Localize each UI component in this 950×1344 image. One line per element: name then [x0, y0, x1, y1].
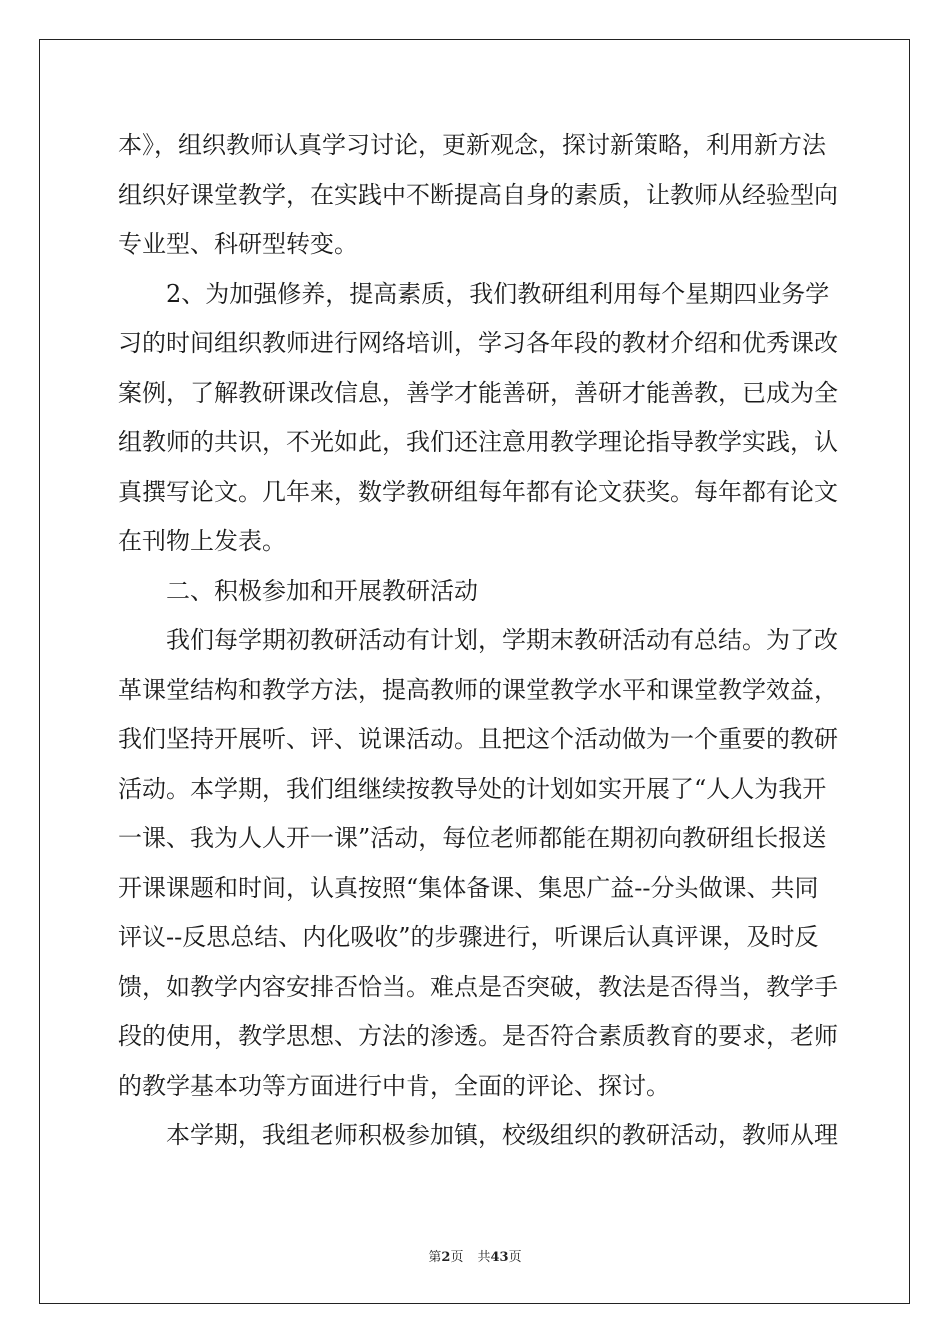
text-line: 评议--反思总结、内化吸收”的步骤进行，听课后认真评课，及时反	[118, 923, 819, 951]
text-line: 本》，组织教师认真学习讨论，更新观念，探讨新策略，利用新方法	[118, 131, 826, 159]
text-line: 一课、我为人人开一课”活动，每位老师都能在期初向教研组长报送	[118, 824, 827, 852]
text-line: 活动。本学期，我们组继续按教导处的计划如实开展了“人人为我开	[118, 774, 827, 803]
paragraph-start-line: 2、为加强修养，提高素质，我们教研组利用每个星期四业务学	[166, 279, 830, 308]
total-suffix: 页	[508, 1250, 522, 1265]
paragraph-start-line: 本学期，我组老师积极参加镇，校级组织的教研活动，教师从理	[166, 1121, 838, 1149]
text-line: 在刊物上发表。	[118, 527, 286, 555]
text-line: 组织好课堂教学，在实践中不断提高自身的素质，让教师从经验型向	[118, 180, 838, 209]
text-line: 案例，了解教研课改信息，善学才能善研，善研才能善教，已成为全	[118, 378, 838, 407]
document-body	[118, 121, 838, 1161]
text-line: 革课堂结构和教学方法，提高教师的课堂教学水平和课堂教学效益，	[118, 675, 838, 704]
text-line: 专业型、科研型转变。	[118, 230, 358, 258]
text-line: 习的时间组织教师进行网络培训，学习各年段的教材介绍和优秀课改	[118, 329, 838, 357]
text-line: 段的使用，教学思想、方法的渗透。是否符合素质教育的要求，老师	[118, 1022, 838, 1050]
text-line: 馈，如教学内容安排否恰当。难点是否突破，教法是否得当，教学手	[118, 972, 838, 1001]
text-line: 开课课题和时间，认真按照“集体备课、集思广益--分头做课、共同	[118, 873, 819, 902]
page-footer	[0, 1246, 950, 1265]
total-prefix: 共	[477, 1250, 491, 1265]
text-line: 的教学基本功等方面进行中肯，全面的评论、探讨。	[118, 1071, 670, 1100]
page-number: 2	[441, 1250, 451, 1265]
page-suffix: 页	[450, 1250, 464, 1265]
section-heading: 二、积极参加和开展教研活动	[166, 576, 478, 605]
text-line: 我们坚持开展听、评、说课活动。且把这个活动做为一个重要的教研	[118, 725, 838, 753]
page-prefix: 第	[428, 1250, 442, 1265]
text-line: 组教师的共识，不光如此，我们还注意用教学理论指导教学实践，认	[118, 428, 838, 456]
paragraph-start-line: 我们每学期初教研活动有计划，学期末教研活动有总结。为了改	[166, 626, 838, 654]
total-pages: 43	[490, 1250, 509, 1265]
text-line: 真撰写论文。几年来，数学教研组每年都有论文获奖。每年都有论文	[118, 477, 838, 506]
